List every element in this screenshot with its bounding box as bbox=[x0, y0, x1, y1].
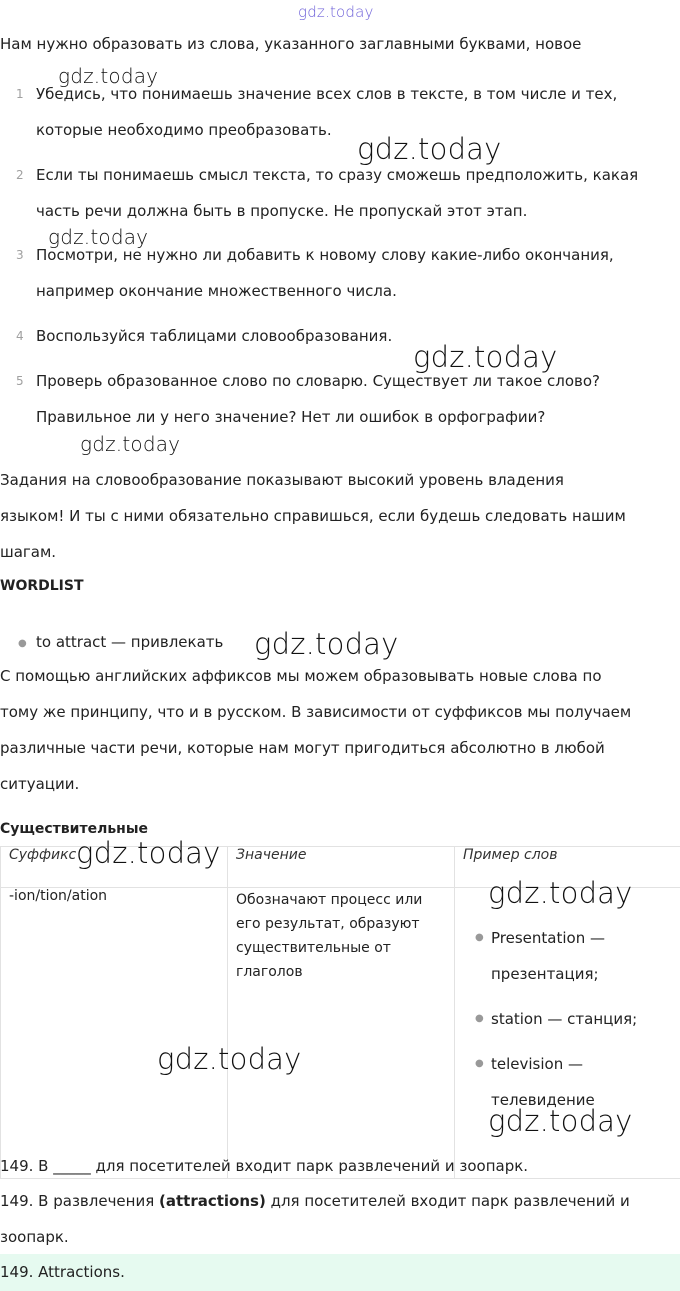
closing-text: шагам. bbox=[0, 543, 57, 561]
filled-word: (attractions) bbox=[159, 1192, 266, 1210]
bullet-icon: ● bbox=[475, 932, 484, 943]
example-text: television — телевидение bbox=[491, 1055, 595, 1109]
watermark-top: gdz.today bbox=[298, 3, 374, 21]
step-text: например окончание множественного числа. bbox=[36, 282, 397, 300]
step-text: часть речи должна быть в пропуске. Не пропускай этот этап. bbox=[36, 202, 528, 220]
step-text: Если ты понимаешь смысл текста, то сразу сможешь предположить, какая bbox=[36, 166, 639, 184]
affixes-text: различные части речи, которые нам могут пригодиться абсолютно в любой bbox=[0, 739, 605, 757]
watermark: gdz.today bbox=[58, 64, 159, 88]
bullet-icon: ● bbox=[475, 1013, 484, 1024]
filled-suffix: для посетителей входит парк развлечений и bbox=[265, 1192, 630, 1210]
watermark: gdz.today bbox=[80, 432, 181, 456]
bullet-icon: ● bbox=[475, 1058, 484, 1069]
step-text: которые необходимо преобразовать. bbox=[36, 121, 332, 139]
step-number: 4 bbox=[16, 329, 24, 343]
step-text: Убедись, что понимаешь значение всех слов в тексте, в том числе и тех, bbox=[36, 85, 618, 103]
list-item bbox=[455, 1001, 680, 1037]
example-text: Presentation — презентация; bbox=[491, 929, 605, 983]
suffix-cell: -ion/tion/ation bbox=[1, 888, 228, 1179]
examples-list bbox=[455, 920, 680, 1118]
step-text: Правильное ли у него значение? Нет ли ошибок в орфографии? bbox=[36, 408, 546, 426]
step-text: Проверь образованное слово по словарю. Существует ли такое слово? bbox=[36, 372, 600, 390]
step-text: Посмотри, не нужно ли добавить к новому слову какие-либо окончания, bbox=[36, 246, 614, 264]
step-text: Воспользуйся таблицами словообразования. bbox=[36, 327, 393, 345]
exercise-task: 149. В _____ для посетителей входит парк развлечений и зоопарк. bbox=[0, 1157, 529, 1175]
affixes-text: ситуации. bbox=[0, 775, 80, 793]
affixes-text: тому же принципу, что и в русском. В зависимости от суффиксов мы получаем bbox=[0, 703, 632, 721]
watermark: gdz.today bbox=[488, 876, 633, 910]
answer-text: 149. Attractions. bbox=[0, 1263, 125, 1281]
watermark: gdz.today bbox=[157, 1042, 302, 1076]
step-number: 5 bbox=[16, 374, 24, 388]
step-number: 1 bbox=[16, 87, 24, 101]
step-number: 2 bbox=[16, 168, 24, 182]
watermark: gdz.today bbox=[413, 340, 558, 374]
column-header-examples: Пример слов bbox=[455, 847, 680, 888]
closing-text: языком! И ты с ними обязательно справишься, если будешь следовать нашим bbox=[0, 507, 626, 525]
step-number: 3 bbox=[16, 248, 24, 262]
list-item bbox=[455, 920, 680, 992]
watermark: gdz.today bbox=[254, 627, 399, 661]
wordlist-heading: WORDLIST bbox=[0, 578, 84, 594]
affixes-text: С помощью английских аффиксов мы можем образовывать новые слова по bbox=[0, 667, 602, 685]
meaning-cell: Обозначают процесс или его результат, образуют существительные от глаголов bbox=[228, 888, 455, 1179]
example-text: station — станция; bbox=[491, 1010, 638, 1028]
watermark: gdz.today bbox=[357, 132, 502, 166]
column-header-meaning: Значение bbox=[228, 847, 455, 888]
column-header-suffix: Суффикс bbox=[1, 847, 228, 888]
watermark: gdz.today bbox=[76, 836, 221, 870]
answer-bar bbox=[0, 1254, 680, 1291]
intro-text: Нам нужно образовать из слова, указанного заглавными буквами, новое bbox=[0, 35, 582, 53]
filled-prefix: 149. В развлечения bbox=[0, 1192, 160, 1210]
watermark: gdz.today bbox=[488, 1104, 633, 1138]
exercise-filled bbox=[0, 1183, 676, 1219]
watermark: gdz.today bbox=[48, 225, 149, 249]
exercise-filled-line2: зоопарк. bbox=[0, 1228, 69, 1246]
closing-text: Задания на словообразование показывают высокий уровень владения bbox=[0, 471, 564, 489]
wordlist-item: to attract — привлекать bbox=[36, 633, 224, 651]
bullet-icon: ● bbox=[18, 638, 27, 649]
nouns-heading: Существительные bbox=[0, 821, 148, 837]
